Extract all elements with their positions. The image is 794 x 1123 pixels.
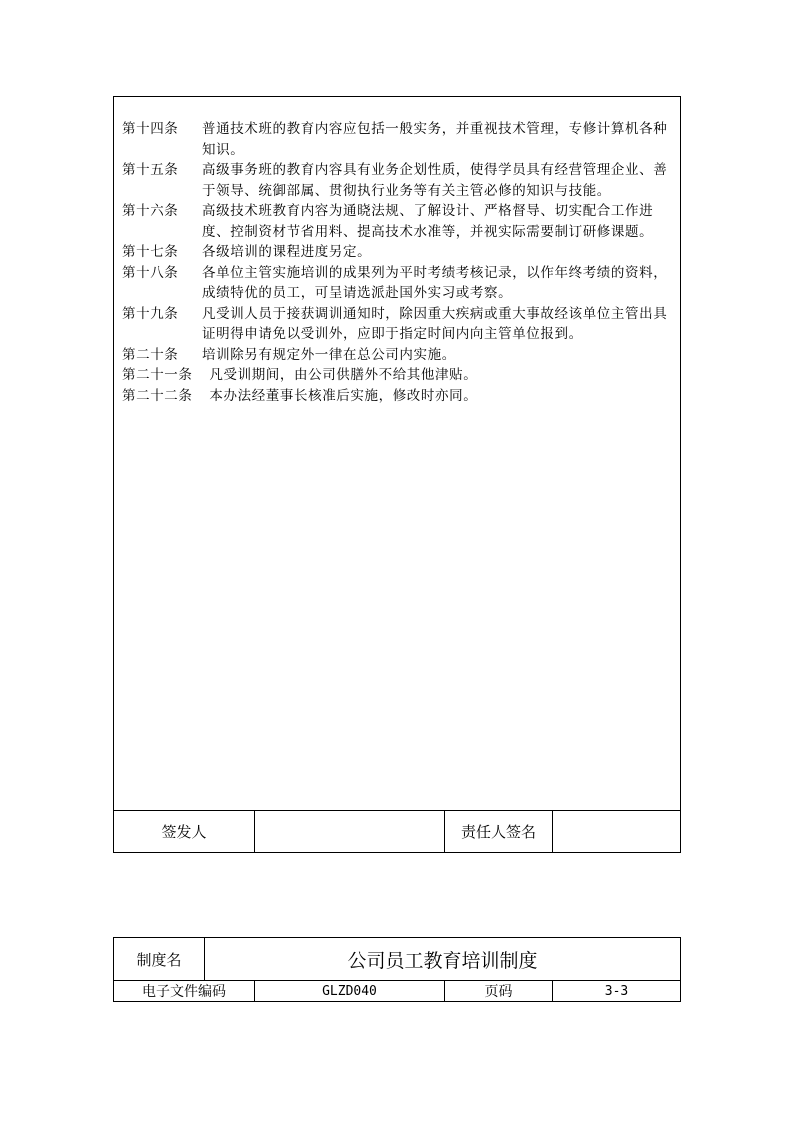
file-code-value: GLZD040 [255, 981, 445, 1001]
article-text: 各级培训的课程进度另定。 [202, 244, 372, 260]
article-14 [122, 119, 678, 160]
footer-code-row [114, 981, 680, 1001]
document-footer-table [113, 937, 681, 1002]
article-text: 普通技术班的教育内容应包括一般实务，并重视技术管理，专修计算机各种知识。 [202, 121, 668, 158]
article-18 [122, 263, 678, 304]
regulation-content-box [113, 96, 681, 853]
article-22 [122, 386, 678, 407]
article-20 [122, 345, 678, 366]
article-text: 各单位主管实施培训的成果列为平时考绩考核记录，以作年终考绩的资料，成绩特优的员工，可呈请选派赴国外实习或考察。 [202, 264, 668, 301]
article-number: 第十四条 [122, 121, 179, 137]
article-19 [122, 304, 678, 345]
issuer-label: 签发人 [114, 811, 255, 852]
article-number: 第二十条 [122, 346, 179, 363]
issuer-field[interactable] [255, 811, 445, 852]
article-15 [122, 160, 678, 201]
article-number: 第十五条 [122, 162, 179, 178]
article-17 [122, 242, 678, 263]
file-code-label: 电子文件编码 [114, 981, 255, 1001]
article-text: 高级技术班教育内容为通晓法规、了解设计、严格督导、切实配合工作进度、控制资材节省用料、提高技术水准等，并视实际需要制订研修课题。 [202, 203, 654, 240]
article-text: 高级事务班的教育内容具有业务企划性质，使得学员具有经营管理企业、善于领导、统御部属、贯彻执行业务等有关主管必修的知识与技能。 [202, 162, 668, 199]
policy-name-label: 制度名 [114, 938, 205, 980]
article-16 [122, 201, 678, 242]
page-number-value: 3-3 [604, 983, 629, 999]
article-number: 第十八条 [122, 264, 179, 281]
article-text: 凡受训期间，由公司供膳外不给其他津贴。 [209, 367, 478, 383]
signature-row [114, 810, 680, 852]
article-text: 本办法经董事长核准后实施，修改时亦同。 [209, 387, 478, 404]
article-21 [122, 365, 678, 386]
article-number: 第十六条 [122, 203, 179, 219]
policy-name-value: 公司员工教育培训制度 [347, 949, 538, 972]
responsible-signature-label: 责任人签名 [445, 811, 553, 852]
article-number: 第二十一条 [122, 367, 193, 383]
article-number: 第十九条 [122, 305, 179, 322]
article-number: 第十七条 [122, 244, 179, 260]
article-number: 第二十二条 [122, 387, 193, 404]
page-number-label: 页码 [445, 981, 553, 1001]
article-list [122, 119, 678, 406]
article-text: 培训除另有规定外一律在总公司内实施。 [202, 346, 456, 363]
responsible-signature-field[interactable] [553, 811, 680, 852]
article-text: 凡受训人员于接获调训通知时，除因重大疾病或重大事故经该单位主管出具证明得申请免以受训外，应即于指定时间内向主管单位报到。 [202, 305, 668, 342]
footer-name-row [114, 938, 680, 981]
